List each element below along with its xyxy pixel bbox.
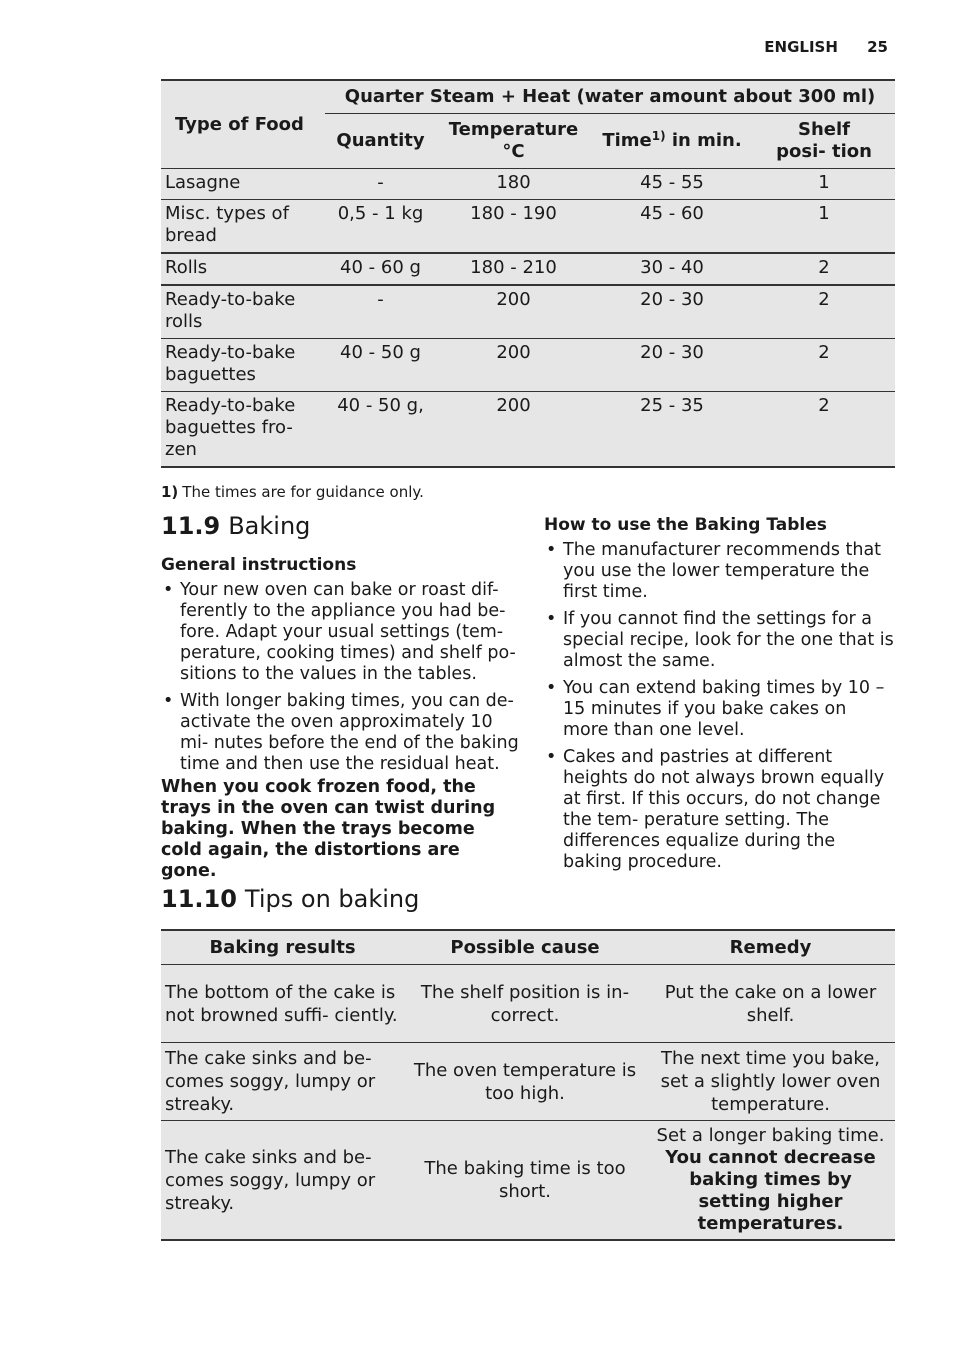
table-row: [161, 392, 895, 468]
result-cell: The cake sinks and be- comes soggy, lumpy or streaky.: [161, 1121, 404, 1241]
shelf-cell: 2: [753, 392, 895, 468]
section-heading-tips: [161, 885, 419, 913]
remedy-text: The next time you bake, set a slightly lower oven temperature.: [660, 1048, 881, 1115]
list-item: • Cakes and pastries at different heights do not always brown equally at first. If this occurs, do not change the tem- perature setting. The differences equalize during the baking procedure.: [544, 747, 896, 873]
steam-table: [161, 79, 895, 468]
quantity-header: Quantity: [325, 114, 436, 169]
table-row: [161, 200, 895, 254]
shelf-cell: 2: [753, 253, 895, 285]
time-cell: 30 - 40: [591, 253, 753, 285]
result-cell: The bottom of the cake is not browned suffi- ciently.: [161, 965, 404, 1043]
table-row: [161, 285, 895, 339]
table-footnote: [161, 483, 424, 501]
temperature-header: Temperature °C: [436, 114, 591, 169]
type-of-food-header: Type of Food: [161, 80, 325, 169]
how-to-list: [544, 540, 896, 879]
table-row: [161, 339, 895, 392]
table-row: [161, 169, 895, 200]
temperature-cell: 200: [436, 392, 591, 468]
food-cell: Ready-to-bake baguettes: [161, 339, 325, 392]
steam-group-header: Quarter Steam + Heat (water amount about 300 ml): [325, 80, 895, 114]
quantity-cell: 40 - 50 g: [325, 339, 436, 392]
remedy-cell: [646, 965, 895, 1043]
time-header-label: Time: [602, 130, 652, 151]
time-cell: 45 - 60: [591, 200, 753, 254]
remedy-cell: [646, 1043, 895, 1121]
section-number: 11.9: [161, 512, 221, 540]
list-item: • The manufacturer recommends that you use the lower temperature the first time.: [544, 540, 896, 603]
remedy-text: Set a longer baking time.: [656, 1125, 885, 1146]
table-row: [161, 1043, 895, 1121]
section-number: 11.10: [161, 885, 237, 913]
how-to-heading: How to use the Baking Tables: [544, 515, 827, 535]
possible-cause-header: Possible cause: [404, 930, 646, 965]
remedy-bold-text: You cannot decrease baking times by setting higher temperatures.: [665, 1147, 876, 1234]
footnote-text: The times are for guidance only.: [182, 483, 424, 501]
quantity-cell: 40 - 50 g,: [325, 392, 436, 468]
page-number: 25: [867, 38, 888, 56]
temperature-cell: 180 - 190: [436, 200, 591, 254]
list-item: • With longer baking times, you can de- activate the oven approximately 10 mi- nutes before the end of the baking time and then use the residual heat.: [161, 691, 521, 775]
general-instructions-list: [161, 580, 521, 781]
cause-cell: The oven temperature is too high.: [404, 1043, 646, 1121]
table-row: [161, 253, 895, 285]
shelf-cell: 2: [753, 339, 895, 392]
baking-results-header: Baking results: [161, 930, 404, 965]
shelf-cell: 1: [753, 200, 895, 254]
page-header: [740, 38, 888, 56]
result-cell: The cake sinks and be- comes soggy, lumpy or streaky.: [161, 1043, 404, 1121]
cause-cell: The baking time is too short.: [404, 1121, 646, 1241]
time-cell: 20 - 30: [591, 339, 753, 392]
temperature-cell: 180: [436, 169, 591, 200]
time-header-unit: in min.: [665, 130, 742, 151]
list-item: • You can extend baking times by 10 – 15 minutes if you bake cakes on more than one level.: [544, 678, 896, 741]
cause-cell: The shelf position is in- correct.: [404, 965, 646, 1043]
language-label: ENGLISH: [764, 38, 838, 56]
quantity-cell: 40 - 60 g: [325, 253, 436, 285]
time-header: [591, 114, 753, 169]
section-title: Tips on baking: [244, 885, 420, 913]
quantity-cell: -: [325, 169, 436, 200]
time-footnote-ref: 1): [651, 129, 666, 143]
time-cell: 45 - 55: [591, 169, 753, 200]
list-item: • Your new oven can bake or roast dif- ferently to the appliance you had be- fore. Adapt your usual settings (tem- perature, cooking times) and shelf po- sitions to the values in the tables.: [161, 580, 521, 685]
food-cell: Ready-to-bake baguettes fro- zen: [161, 392, 325, 468]
frozen-food-warning: When you cook frozen food, the trays in the oven can twist during baking. When the trays become cold again, the distortions are gone.: [161, 777, 496, 881]
remedy-text: Put the cake on a lower shelf.: [664, 981, 877, 1026]
remedy-header: Remedy: [646, 930, 895, 965]
temperature-cell: 200: [436, 339, 591, 392]
list-item: • If you cannot find the settings for a special recipe, look for the one that is almost the same.: [544, 609, 896, 672]
table-row: [161, 1121, 895, 1241]
temperature-cell: 200: [436, 285, 591, 339]
general-instructions-heading: General instructions: [161, 555, 357, 575]
temperature-cell: 180 - 210: [436, 253, 591, 285]
time-cell: 20 - 30: [591, 285, 753, 339]
shelf-cell: 2: [753, 285, 895, 339]
quantity-cell: 0,5 - 1 kg: [325, 200, 436, 254]
table-row: [161, 965, 895, 1043]
footnote-mark: 1): [161, 483, 179, 501]
shelf-cell: 1: [753, 169, 895, 200]
time-cell: 25 - 35: [591, 392, 753, 468]
section-heading-baking: [161, 512, 310, 540]
tips-table: [161, 929, 895, 1241]
section-title: Baking: [228, 512, 311, 540]
remedy-cell: [646, 1121, 895, 1241]
food-cell: Ready-to-bake rolls: [161, 285, 325, 339]
quantity-cell: -: [325, 285, 436, 339]
food-cell: Rolls: [161, 253, 325, 285]
shelf-header: Shelf posi- tion: [753, 114, 895, 169]
food-cell: Misc. types of bread: [161, 200, 325, 254]
food-cell: Lasagne: [161, 169, 325, 200]
